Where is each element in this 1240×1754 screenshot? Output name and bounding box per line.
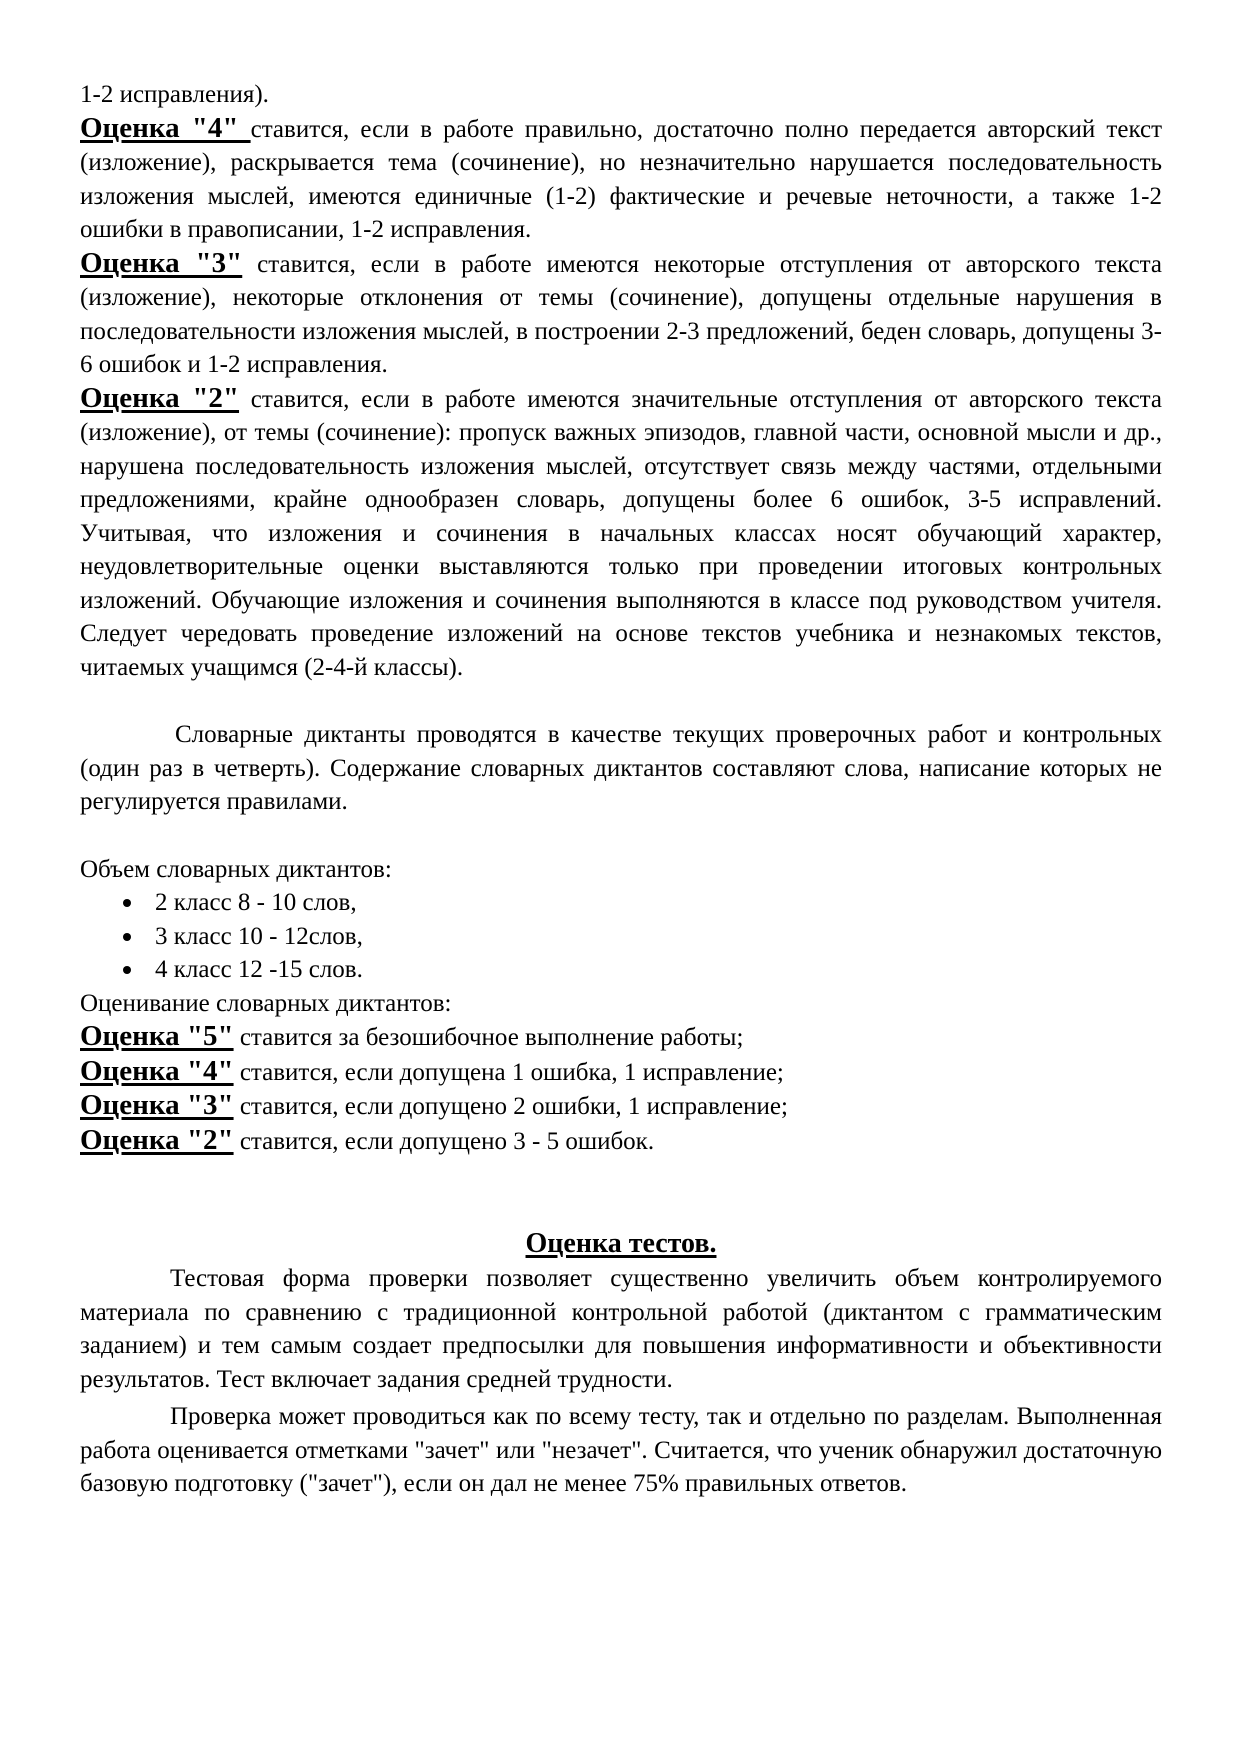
volume-item-text: 4 класс 12 -15 слов. [155, 956, 363, 983]
dictation-grade-2-line [80, 1124, 1162, 1159]
spacer [80, 684, 1162, 718]
grade-2-label: Оценка "2" [80, 381, 240, 414]
grade-5-label: Оценка "5" [80, 1020, 234, 1052]
dictation-grade-5-line [80, 1020, 1162, 1055]
grade-2-text: ставится, если в работе имеются значительные отступления от авторского текста (изложение), от темы (сочинение): пропуск важных эпизодов, главной части, основной мысли и др., нарушена последовательность изложения мыслей, отсутствует связь между частями, отдельными предложениями, крайне однообразен словарь, допущены более 6 ошибок, 3-5 исправлений. Учитывая, что изложения и сочинения в начальных классах носят обучающий характер, неудовлетворительные оценки выставляются только при проведении итоговых контрольных изложений. Обучающие изложения и сочинения выполняются в классе под руководством учителя. Следует чередовать проведение изложений на основе текстов учебника и незнакомых текстов, читаемых учащимся (2-4-й классы). [80, 385, 1162, 681]
grade-2-essay-paragraph [80, 382, 1162, 685]
tests-heading: Оценка тестов. [525, 1228, 717, 1259]
tests-paragraph-2: Проверка может проводиться как по всему тесту, так и отдельно по разделам. Выполненная работа оценивается отметками "зачет" или "незачет". Считается, что ученик обнаружил достаточную базовую подготовку ("зачет"), если он дал не менее 75% правильных ответов. [80, 1403, 1162, 1497]
grade-2-text: ставится, если допущено 3 - 5 ошибок. [233, 1127, 655, 1155]
volume-item-text: 2 класс 8 - 10 слов, [155, 889, 357, 916]
grade-3-text: ставится, если допущено 2 ошибки, 1 исправление; [233, 1093, 788, 1120]
volume-item-text: 3 класс 10 - 12слов, [155, 922, 363, 950]
grade-3-label: Оценка "3" [80, 246, 243, 279]
spacer [80, 1158, 1162, 1226]
volume-list-item [80, 886, 1162, 920]
grade-5-text: ставится за безошибочное выполнение работы; [233, 1024, 744, 1051]
dictation-grade-4-line [80, 1055, 1162, 1090]
bullet-icon [123, 899, 131, 907]
grading-title: Оценивание словарных диктантов: [80, 989, 452, 1017]
volume-title: Объем словарных диктантов: [80, 855, 392, 883]
grade-4-text: ставится, если в работе правильно, достаточно полно передается авторский текст (изложение), раскрывается тема (сочинение), но незначительно нарушается последовательность изложения мыслей, имеются единичные (1-2) фактические и речевые неточности, а также 1-2 ошибки в правописании, 1-2 исправления. [80, 115, 1162, 243]
grade-4-essay-paragraph [80, 112, 1162, 247]
bullet-icon [123, 933, 131, 941]
spacer [80, 819, 1162, 853]
tests-paragraph-1: Тестовая форма проверки позволяет существенно увеличить объем контролируемого материала по сравнению с традиционной контрольной работой (диктантом с грамматическим заданием) и тем самым создает предпосылки для повышения информативности и объективности результатов. Тест включает задания средней трудности. [80, 1265, 1162, 1393]
grade-3-label: Оценка "3" [80, 1089, 234, 1121]
grade-3-essay-paragraph [80, 247, 1162, 382]
grade-4-label: Оценка "4" [80, 1054, 234, 1087]
document-page [80, 78, 1162, 1501]
grade-2-label: Оценка "2" [80, 1123, 234, 1156]
volume-list [80, 886, 1162, 987]
grade-4-label: Оценка "4" [80, 111, 251, 144]
dictations-intro-paragraph: Словарные диктанты проводятся в качестве текущих проверочных работ и контрольных (один раз в четверть). Содержание словарных диктантов составляют слова, написание которых не регулируется правилами. [80, 721, 1162, 815]
volume-list-item [80, 953, 1162, 987]
dictation-grade-3-line [80, 1089, 1162, 1124]
grade-3-text: ставится, если в работе имеются некоторые отступления от авторского текста (изложение), некоторые отклонения от темы (сочинение), допущены отдельные нарушения в последовательности изложения мыслей, в построении 2-3 предложений, беден словарь, допущены 3-6 ошибок и 1-2 исправления. [80, 250, 1162, 378]
grade-4-text: ставится, если допущена 1 ошибка, 1 исправление; [233, 1058, 784, 1086]
volume-list-item [80, 920, 1162, 954]
bullet-icon [123, 966, 131, 974]
intro-line: 1-2 исправления). [80, 81, 269, 108]
